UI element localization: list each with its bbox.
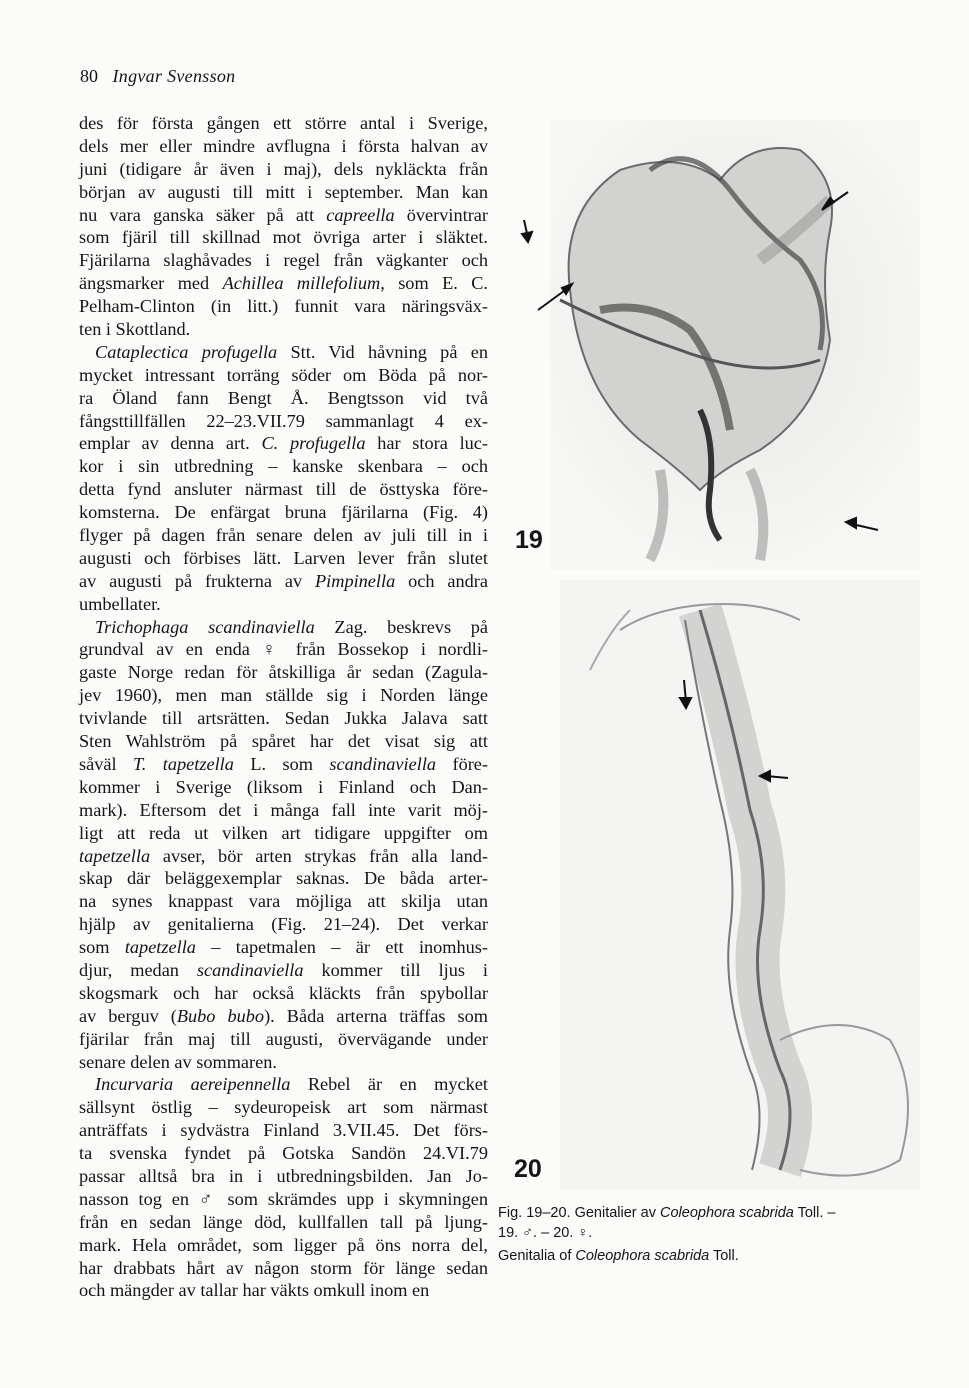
text-line <box>79 1142 488 1165</box>
text-line <box>79 753 488 776</box>
text-line <box>79 661 488 684</box>
text-run: anträffats i sydvästra Finland 3.VII.45. Det förs- <box>79 1120 488 1141</box>
text-line <box>79 249 488 272</box>
text-run: grundval av en enda ♀ från Bossekop i nordli- <box>79 639 488 660</box>
text-run: ). Båda arterna träffas som <box>264 1005 488 1026</box>
text-run: som <box>79 937 125 958</box>
body-text-column <box>79 112 488 1302</box>
text-run: Fjärilarna slaghåvades i regel från vägkanter och <box>79 250 488 271</box>
text-line <box>79 1257 488 1280</box>
text-run: ta svenska fyndet på Gotska Sandön 24.VI.79 <box>79 1143 488 1164</box>
text-run: av berguv ( <box>79 1005 177 1026</box>
text-run: ligt att reda ut vilken art tidigare uppgifter om <box>79 822 488 843</box>
text-line <box>79 501 488 524</box>
text-line <box>79 1028 488 1051</box>
running-header <box>80 66 235 87</box>
text-run: skap där beläggexemplar saknas. De båda arter- <box>79 868 488 889</box>
text-run: passar alltså bra in i utbredningsbilden. Jan Jo- <box>79 1165 488 1186</box>
text-line <box>79 1051 488 1074</box>
text-run: des för första gången ett större antal i Sverige, <box>79 113 488 133</box>
text-run: , som E. C. <box>380 273 488 294</box>
text-run: fjärilar från maj till augusti, övervägande under <box>79 1028 488 1049</box>
italic-taxon: Trichophaga scandinaviella <box>95 616 315 637</box>
text-line <box>79 776 488 799</box>
text-run: mark). Eftersom det i många fall inte varit möj- <box>79 799 488 820</box>
text-line <box>79 1073 488 1096</box>
text-run: och mängder av tallar har väkts omkull inom en <box>79 1280 430 1301</box>
text-line <box>79 638 488 661</box>
text-run: na synes knappast vara möjliga att skilja utan <box>79 891 488 912</box>
text-line <box>79 226 488 249</box>
page-number: 80 <box>80 66 98 86</box>
text-line <box>79 1279 488 1302</box>
text-line <box>79 318 488 341</box>
text-run: av augusti på frukterna av <box>79 570 315 591</box>
italic-taxon: tapetzella <box>124 937 196 958</box>
italic-taxon: scandinaviella <box>196 959 304 980</box>
text-line <box>79 593 488 616</box>
text-line <box>79 913 488 936</box>
text-run: har stora luc- <box>365 433 489 454</box>
italic-taxon: Achillea millefolium <box>222 273 381 294</box>
text-run: gaste Norge redan för åtskilliga år sedan (Zagula- <box>79 662 488 683</box>
text-run: flyger på dagen från senare delen av juli till in i <box>79 525 488 546</box>
text-line <box>79 387 488 410</box>
italic-taxon: Incurvaria aereipennella <box>95 1074 291 1095</box>
text-line <box>79 1234 488 1257</box>
italic-taxon: tapetzella <box>79 845 151 866</box>
text-run: dels mer eller mindre avflugna i första halvan av <box>79 135 488 156</box>
italic-taxon: scandinaviella <box>329 753 437 774</box>
text-line <box>79 1005 488 1028</box>
text-run: hjälp av genitalierna (Fig. 21–24). Det verkar <box>79 914 488 935</box>
text-run: Stt. Vid håvning på en <box>277 341 488 362</box>
text-run: har drabbats hårt av någon storm för länge sedan <box>79 1257 488 1278</box>
italic-taxon: Bubo bubo <box>176 1005 265 1026</box>
text-run: mycket intressant torräng söder om Böda på nor- <box>79 364 488 385</box>
text-run: fångsttillfällen 22–23.VII.79 sammanlagt 4 ex- <box>79 410 488 431</box>
text-line <box>79 295 488 318</box>
text-line <box>79 112 488 135</box>
caption-line-3: Genitalia of Coleophora scabrida Toll. <box>498 1248 739 1264</box>
figure-caption-swedish <box>498 1203 908 1243</box>
figure-label-19: 19 <box>515 526 543 554</box>
text-run: augusti och förbises lätt. Larven lever från slutet <box>79 547 488 568</box>
text-run: från en sedan länge död, kullfallen tall på ljung- <box>79 1211 488 1232</box>
text-line <box>79 570 488 593</box>
text-line <box>79 1119 488 1142</box>
italic-taxon: C. profugella <box>261 433 366 454</box>
text-run: kor i sin utbredning – kanske skenbara – och <box>79 456 488 477</box>
text-run: nu vara ganska säker på att <box>79 204 327 225</box>
text-line <box>79 272 488 295</box>
text-run: Zag. beskrevs på <box>314 616 488 637</box>
text-line <box>79 135 488 158</box>
running-head-author: Ingvar Svensson <box>112 66 236 86</box>
text-line <box>79 455 488 478</box>
text-run: ten i Skottland. <box>79 319 191 340</box>
text-run: skogsmark och har också kläckts från spybollar <box>79 982 488 1003</box>
text-run: nasson tog en ♂ som skrämdes upp i skymningen <box>79 1188 488 1209</box>
text-line <box>79 1211 488 1234</box>
text-line <box>79 959 488 982</box>
text-run: ängsmarker med <box>79 273 223 294</box>
text-line <box>79 822 488 845</box>
text-line <box>79 524 488 547</box>
text-line <box>79 158 488 181</box>
italic-taxon: capreella <box>326 204 395 225</box>
figure-label-20: 20 <box>514 1155 542 1183</box>
text-run: umbellater. <box>79 593 161 614</box>
text-run: före- <box>436 753 488 774</box>
text-run: jev 1960), men man ställde sig i Norden länge <box>79 685 488 706</box>
genitalia-male-photo <box>550 120 920 570</box>
text-run: sällsynt östlig – sydeuropeisk art som närmast <box>79 1097 488 1118</box>
text-line <box>79 845 488 868</box>
text-run: djur, medan <box>79 959 197 980</box>
figure-caption-english <box>498 1246 908 1266</box>
text-line <box>79 730 488 753</box>
text-run: L. som <box>233 753 330 774</box>
caption-line-1: Fig. 19–20. Genitalier av Coleophora scabrida Toll. – <box>498 1205 836 1221</box>
text-line <box>79 936 488 959</box>
text-line <box>79 616 488 639</box>
text-line <box>79 982 488 1005</box>
text-line <box>79 478 488 501</box>
text-run: Sten Wahlström på spåret har det visat sig att <box>79 731 488 752</box>
caption-line-2: 19. ♂. – 20. ♀. <box>498 1225 593 1241</box>
text-run: början av augusti till mitt i september. Man kan <box>79 181 488 202</box>
text-line <box>79 410 488 433</box>
text-run: juni (tidigare år även i maj), dels nykläckta från <box>79 158 488 179</box>
text-line <box>79 1096 488 1119</box>
text-line <box>79 547 488 570</box>
text-run: detta fynd ansluter närmast till de östtyska före- <box>79 479 488 500</box>
text-run: och andra <box>395 570 488 591</box>
text-line <box>79 867 488 890</box>
text-line <box>79 181 488 204</box>
genitalia-female-photo <box>560 580 920 1190</box>
italic-taxon: Cataplectica profugella <box>95 341 278 362</box>
text-run: övervintrar <box>394 204 488 225</box>
text-run: kommer till ljus i <box>303 959 488 980</box>
text-line <box>79 341 488 364</box>
text-line <box>79 799 488 822</box>
text-run: ra Öland fann Bengt Å. Bengtsson vid två <box>79 387 488 408</box>
text-run: senare delen av sommaren. <box>79 1051 277 1072</box>
text-line <box>79 432 488 455</box>
figure-19-20-micrographs <box>500 110 930 1190</box>
text-line <box>79 684 488 707</box>
text-run: Pelham-Clinton (in litt.) funnit vara näringsväx- <box>79 296 488 317</box>
text-line <box>79 890 488 913</box>
italic-taxon: T. tapetzella <box>133 753 234 774</box>
text-line <box>79 707 488 730</box>
italic-taxon: Pimpinella <box>315 570 396 591</box>
text-line <box>79 1188 488 1211</box>
text-run: komsterna. De enfärgat bruna fjärilarna (Fig. 4) <box>79 502 488 523</box>
text-run: som fjäril till skillnad mot övriga arter i släktet. <box>79 227 488 248</box>
text-run: kommer i Sverige (liksom i Finland och Dan- <box>79 776 488 797</box>
text-run: Rebel är en mycket <box>290 1074 488 1095</box>
text-run: mark. Hela området, som ligger på öns norra del, <box>79 1234 488 1255</box>
text-run: avser, bör arten strykas från alla land- <box>150 845 488 866</box>
text-line <box>79 364 488 387</box>
text-line <box>79 204 488 227</box>
text-run: – tapetmalen – är ett inomhus- <box>195 937 489 958</box>
text-run: såväl <box>79 753 133 774</box>
text-run: tvivlande till artsrätten. Sedan Jukka Jalava satt <box>79 708 488 729</box>
text-run: emplar av denna art. <box>79 433 262 454</box>
text-line <box>79 1165 488 1188</box>
